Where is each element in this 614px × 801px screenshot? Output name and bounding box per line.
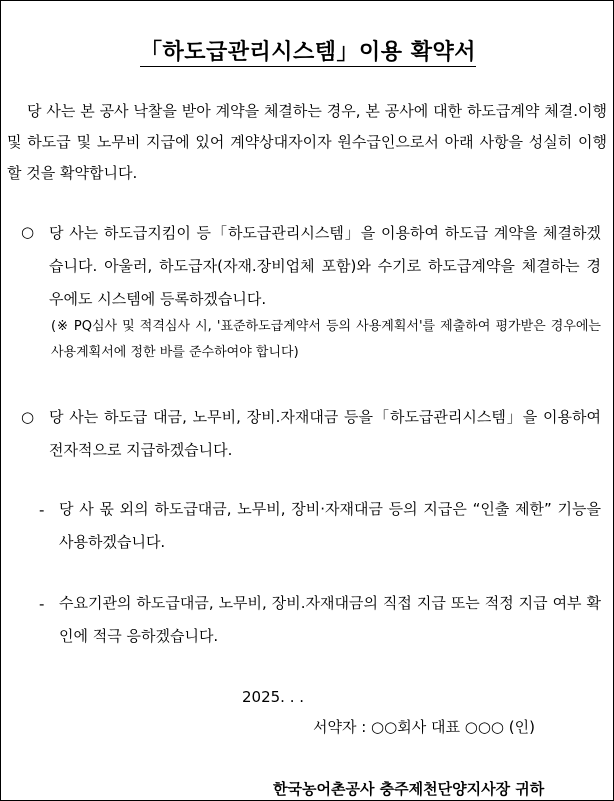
item-4-text: 수요기관의 하도급대금, 노무비, 장비.자재대금의 직접 지급 또는 적정 지급 여부 확인에 적극 응하겠습니다. [59, 594, 601, 645]
item-2-marker: ○ [21, 408, 35, 426]
document-title-text: 「하도급관리시스템」이용 확약서 [140, 40, 476, 65]
signer-line: 서약자 : ○○회사 대표 ○○○ (인) [313, 718, 535, 736]
intro-paragraph: 당 사는 본 공사 낙찰을 받아 계약을 체결하는 경우, 본 공사에 대한 하도급계약 체결.이행 및 하도급 및 노무비 지급에 있어 계약상대자이자 원수급인으로서 아래 사항을 성실히 이행할 것을 확약합니다. [7, 102, 607, 182]
item-4-marker: - [39, 595, 45, 613]
item-1-note: (※ PQ심사 및 적격심사 시, '표준하도급계약서 등의 사용계획서'를 제출하여 평가받은 경우에는 사용계획서에 정한 바를 준수하여야 합니다) [51, 319, 601, 360]
document-title [1, 35, 614, 66]
sign-date: 2025. . . [242, 688, 305, 706]
item-3-text: 당 사 몫 외의 하도급대금, 노무비, 장비·자재대금 등의 지급은 “인출 제한” 기능을 사용하겠습니다. [59, 500, 601, 551]
item-3-marker: - [39, 501, 45, 519]
addressee-line: 한국농어촌공사 충주제천단양지사장 귀하 [273, 780, 545, 798]
item-1-text: 당 사는 하도급지킴이 등「하도급관리시스템」을 이용하여 하도급 계약을 체결하겠습니다. 아울러, 하도급자(자재.장비업체 포함)와 수기로 하도급계약을 체결하는 경우에도 시스템에 등록하겠습니다. [49, 224, 601, 308]
item-2-text: 당 사는 하도급 대금, 노무비, 장비.자재대금 등을「하도급관리시스템」을 이용하여 전자적으로 지급하겠습니다. [49, 408, 601, 459]
item-1-marker: ○ [21, 223, 35, 241]
